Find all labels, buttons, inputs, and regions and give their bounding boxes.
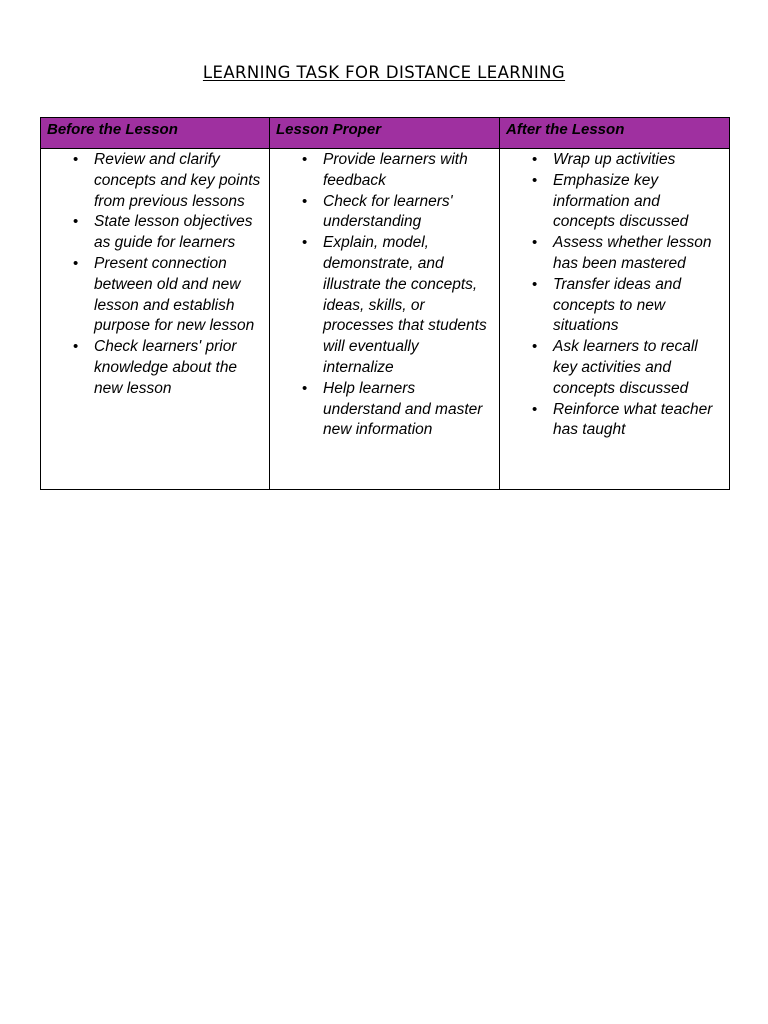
list-item — [302, 150, 491, 192]
table-row — [41, 149, 730, 490]
list-item-text: Assess whether lesson has been mastered — [553, 234, 712, 272]
list-item-text: Check for learners' understanding — [323, 192, 453, 231]
list-item — [302, 192, 491, 234]
list-item — [532, 233, 721, 275]
column-header-label: Lesson Proper — [276, 121, 382, 138]
list-item — [73, 254, 261, 337]
list-item — [532, 337, 721, 399]
bullet-icon: • — [73, 151, 79, 168]
bullet-icon: • — [302, 234, 308, 252]
bullet-list — [41, 149, 269, 400]
column-header-before — [41, 118, 270, 149]
list-item — [302, 379, 491, 441]
bullet-list — [270, 149, 499, 441]
list-item-text: Ask learners to recall key activities and concepts discussed — [553, 338, 698, 397]
list-item — [73, 337, 261, 399]
cell-before-the-lesson — [41, 149, 270, 490]
list-item-text: State lesson objectives as guide for learners — [94, 213, 253, 252]
list-item-text: Reinforce what teacher has taught — [553, 400, 713, 439]
bullet-icon: • — [532, 151, 538, 168]
list-item — [73, 212, 261, 254]
list-item-text: Review and clarify concepts and key points from previous lessons — [94, 151, 261, 210]
bullet-icon: • — [73, 213, 79, 231]
list-item-text: Transfer ideas and concepts to new situations — [553, 275, 682, 335]
list-item-text: Check learners' prior knowledge about the new lesson — [94, 338, 238, 397]
column-header-proper — [270, 118, 500, 149]
bullet-icon: • — [302, 151, 308, 168]
document-title: LEARNING TASK FOR DISTANCE LEARNING — [202, 63, 566, 82]
cell-lesson-proper — [270, 149, 500, 490]
bullet-icon: • — [532, 338, 538, 356]
bullet-icon: • — [532, 400, 538, 418]
list-item-text: Wrap up activities — [553, 151, 676, 168]
bullet-icon: • — [532, 234, 538, 252]
list-item — [532, 275, 721, 337]
list-item-text: Provide learners with feedback — [323, 151, 468, 189]
list-item-text: Explain, model, demonstrate, and illustrate the concepts, ideas, skills, or processes that students will eventually internalize — [323, 234, 487, 376]
list-item — [73, 150, 261, 212]
list-item — [532, 400, 721, 442]
table-header-row — [41, 118, 730, 149]
column-header-after — [500, 118, 730, 149]
list-item-text: Emphasize key information and concepts discussed — [553, 171, 689, 231]
list-item-text: Help learners understand and master new information — [323, 379, 483, 439]
column-header-label: Before the Lesson — [47, 121, 178, 138]
bullet-icon: • — [302, 379, 308, 397]
cell-after-the-lesson — [500, 149, 730, 490]
column-header-label: After the Lesson — [506, 121, 625, 138]
bullet-icon: • — [532, 275, 538, 293]
list-item — [532, 171, 721, 233]
bullet-icon: • — [532, 171, 538, 189]
bullet-icon: • — [73, 338, 79, 356]
list-item-text: Present connection between old and new lesson and establish purpose for new lesson — [94, 254, 255, 335]
list-item — [302, 233, 491, 379]
bullet-icon: • — [73, 254, 79, 272]
bullet-icon: • — [302, 192, 308, 210]
list-item — [532, 150, 721, 171]
lesson-table — [40, 117, 730, 490]
bullet-list — [500, 149, 729, 441]
